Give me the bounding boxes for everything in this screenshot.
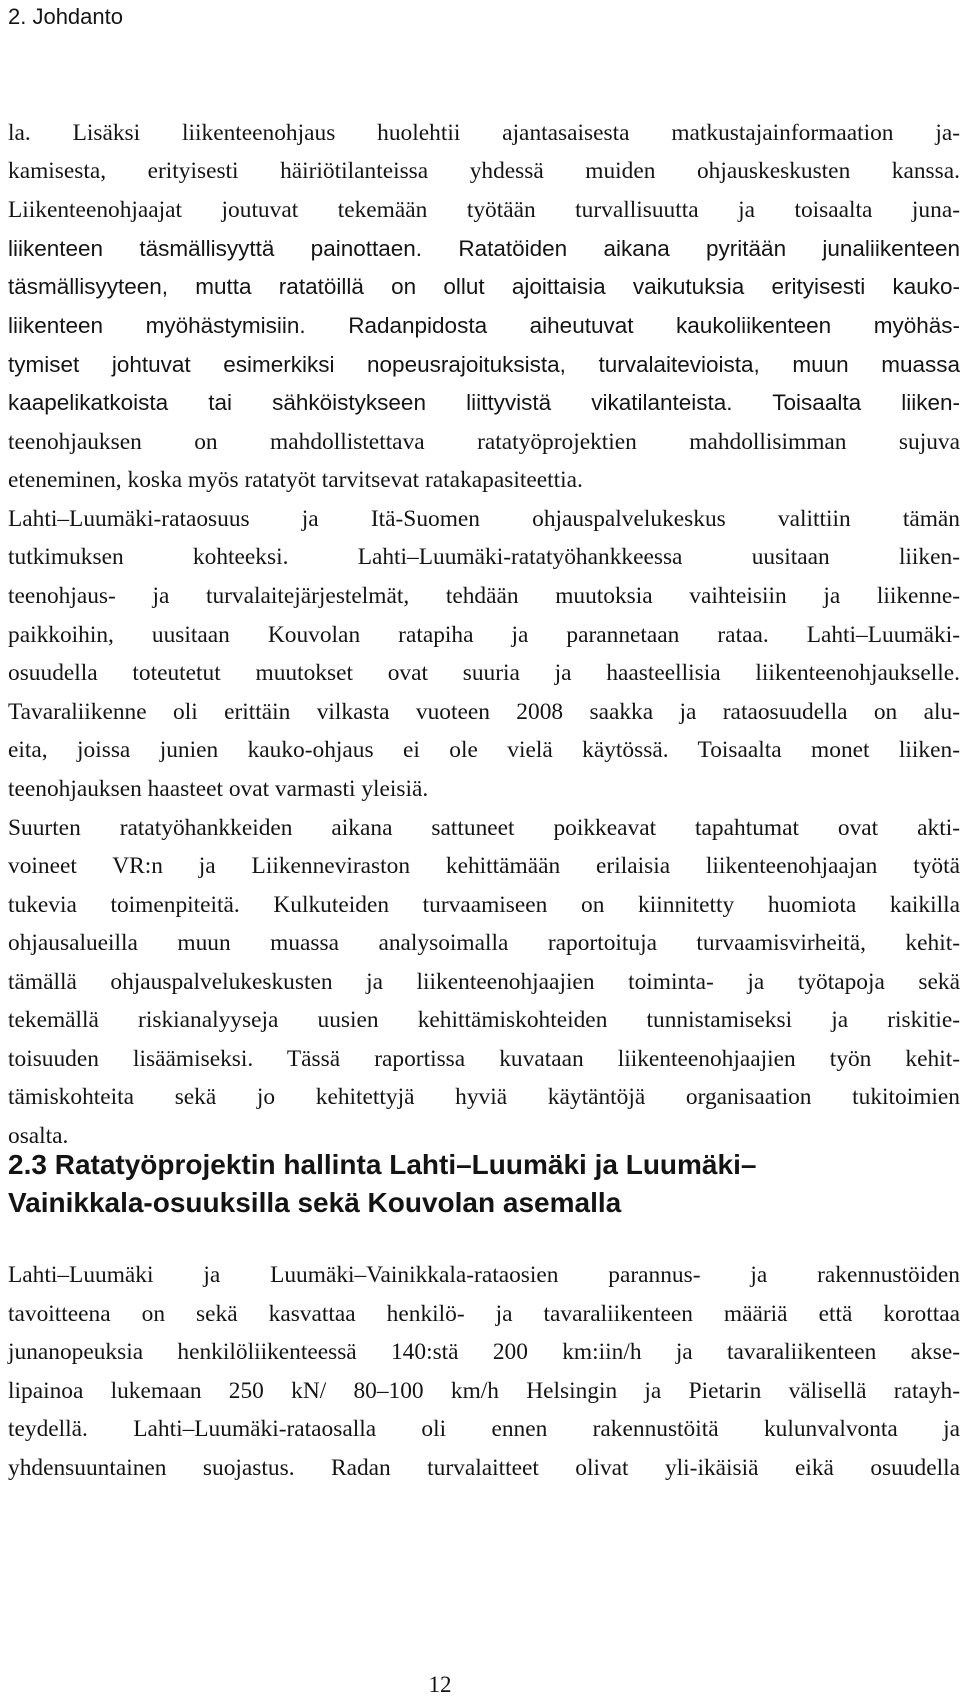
text-line: tutkimuksen kohteeksi. Lahti–Luumäki-ratatyöhankkeessa uusitaan liiken- <box>8 544 960 570</box>
text-line: tämiskohteita sekä jo kehitettyjä hyviä käytäntöjä organisaation tukitoimien <box>8 1084 960 1110</box>
text-line: liikenteen täsmällisyyttä painottaen. Ratatöiden aikana pyritään junaliikenteen <box>8 236 960 261</box>
section-heading-line-1 <box>8 1146 960 1184</box>
text-line: osuudella toteutetut muutokset ovat suuria ja haasteellisia liikenteenohjaukselle. <box>8 660 960 686</box>
text-line: täsmällisyyteen, mutta ratatöillä on ollut ajoittaisia vaikutuksia erityisesti kauko- <box>8 274 960 299</box>
text-line: teenohjaus- ja turvalaitejärjestelmät, tehdään muutoksia vaihteisiin ja liikenne- <box>8 583 960 609</box>
text-line: voineet VR:n ja Liikenneviraston kehittämään erilaisia liikenteenohjaajan työtä <box>8 853 960 879</box>
text-line: eteneminen, koska myös ratatyöt tarvitsevat ratakapasiteettia. <box>8 467 583 493</box>
text-line: teydellä. Lahti–Luumäki-rataosalla oli ennen rakennustöitä kulunvalvonta ja <box>8 1416 960 1442</box>
text-line: Lahti–Luumäki ja Luumäki–Vainikkala-rataosien parannus- ja rakennustöiden <box>8 1262 960 1288</box>
text-line: tymiset johtuvat esimerkiksi nopeusrajoituksista, turvalaitevioista, muun muassa <box>8 352 960 377</box>
text-line: Suurten ratatyöhankkeiden aikana sattuneet poikkeavat tapahtumat ovat akti- <box>8 815 960 841</box>
text-line: osalta. <box>8 1123 69 1149</box>
text-line: teenohjauksen on mahdollistettava ratatyöprojektien mahdollisimman sujuva <box>8 429 960 455</box>
text-line: teenohjauksen haasteet ovat varmasti yleisiä. <box>8 776 429 802</box>
page-number: 12 <box>428 1672 452 1697</box>
text-line: tekemällä riskianalyyseja uusien kehittämiskohteiden tunnistamiseksi ja riskitie- <box>8 1007 960 1033</box>
text-line: kaapelikatkoista tai sähköistykseen liittyvistä vikatilanteista. Toisaalta liiken- <box>8 390 960 415</box>
text-line: Tavaraliikenne oli erittäin vilkasta vuoteen 2008 saakka ja rataosuudella on alu- <box>8 699 960 725</box>
text-line: tämällä ohjauspalvelukeskusten ja liikenteenohjaajien toiminta- ja työtapoja sekä <box>8 969 960 995</box>
section-title-part-1: Ratatyöprojektin hallinta Lahti–Luumäki ja Luumäki– <box>54 1149 757 1180</box>
text-line: Lahti–Luumäki-rataosuus ja Itä-Suomen ohjauspalvelukeskus valittiin tämän <box>8 506 960 532</box>
running-head: 2. Johdanto <box>8 4 123 29</box>
text-line: la. Lisäksi liikenteenohjaus huolehtii ajantasaisesta matkustajainformaation ja- <box>8 120 960 146</box>
text-line: liikenteen myöhästymisiin. Radanpidosta aiheutuvat kaukoliikenteen myöhäs- <box>8 313 960 338</box>
text-line: toisuuden lisäämiseksi. Tässä raportissa kuvataan liikenteenohjaajien työn kehit- <box>8 1046 960 1072</box>
text-line: paikkoihin, uusitaan Kouvolan ratapiha ja parannetaan rataa. Lahti–Luumäki- <box>8 622 960 648</box>
text-line: Liikenteenohjaajat joutuvat tekemään työtään turvallisuutta ja toisaalta juna- <box>8 197 960 223</box>
text-line: junanopeuksia henkilöliikenteessä 140:stä 200 km:iin/h ja tavaraliikenteen akse- <box>8 1339 960 1365</box>
text-line: tavoitteena on sekä kasvattaa henkilö- ja tavaraliikenteen määriä että korottaa <box>8 1301 960 1327</box>
section-number: 2.3 <box>8 1149 47 1180</box>
text-line: tukevia toimenpiteitä. Kulkuteiden turvaamiseen on kiinnitetty huomiota kaikilla <box>8 892 960 918</box>
text-line: ohjausalueilla muun muassa analysoimalla raportoituja turvaamisvirheitä, kehit- <box>8 930 960 956</box>
text-line: yhdensuuntainen suojastus. Radan turvalaitteet olivat yli-ikäisiä eikä osuudella <box>8 1455 960 1481</box>
section-heading <box>8 1146 960 1222</box>
text-line: eita, joissa junien kauko-ohjaus ei ole vielä käytössä. Toisaalta monet liiken- <box>8 737 960 763</box>
text-line: lipainoa lukemaan 250 kN/ 80–100 km/h Helsingin ja Pietarin välisellä ratayh- <box>8 1378 960 1404</box>
text-line: kamisesta, erityisesti häiriötilanteissa yhdessä muiden ohjauskeskusten kanssa. <box>8 158 960 184</box>
section-title-part-2: Vainikkala-osuuksilla sekä Kouvolan asemalla <box>8 1187 622 1218</box>
